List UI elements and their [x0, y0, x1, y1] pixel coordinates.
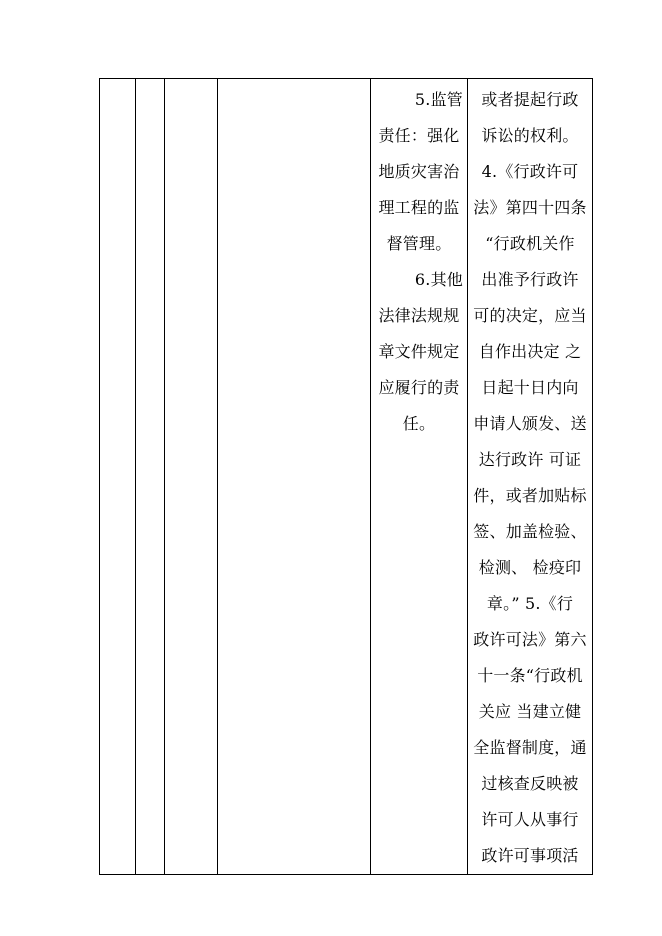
responsibility-line: 地质灾害治: [378, 162, 460, 181]
legal-basis-line: 法》第四十四条: [473, 198, 587, 217]
legal-basis-line: 4.《行政许可: [481, 162, 579, 181]
legal-basis-line: 自作出决定 之: [478, 342, 582, 361]
legal-basis-line: 关应 当建立健: [478, 702, 582, 721]
empty-cell-3: [165, 79, 218, 875]
responsibility-table: [99, 78, 593, 875]
legal-basis-line: 全监督制度，通: [473, 738, 587, 757]
legal-basis-line: 章。” 5.《行: [486, 594, 574, 613]
responsibility-line: 章文件规定: [378, 342, 460, 361]
legal-basis-line: 日起十日内向: [481, 378, 579, 397]
empty-cell-1: [100, 79, 136, 875]
legal-basis-line: 或者提起行政: [481, 90, 579, 109]
responsibility-line: 6.其他: [414, 270, 463, 289]
legal-basis-line: 出准予行政许: [481, 270, 579, 289]
legal-basis-line: 十一条“行政机: [477, 666, 583, 685]
empty-cell-4: [218, 79, 371, 875]
responsibility-line: 责任：强化: [378, 126, 460, 145]
legal-basis-line: “行政机关作: [485, 234, 575, 253]
legal-basis-line: 件，或者加贴标: [473, 486, 587, 505]
empty-cell-2: [136, 79, 165, 875]
legal-basis-line: 达行政许 可证: [478, 450, 582, 469]
responsibility-line: 法律法规规: [378, 306, 460, 325]
legal-basis-line: 检测、 检疫印: [478, 558, 582, 577]
legal-basis-line: 签、加盖检验、: [473, 522, 587, 541]
responsibility-line: 5.监管: [414, 90, 463, 109]
table-row: [100, 79, 593, 875]
legal-basis-line: 诉讼的权利。: [481, 126, 579, 145]
responsibility-cell: [371, 79, 468, 875]
legal-basis-line: 政许可法》第六: [473, 630, 587, 649]
responsibility-line: 理工程的监: [378, 198, 460, 217]
legal-basis-line: 许可人从事行: [481, 810, 579, 829]
responsibility-line: 应履行的责: [378, 378, 460, 397]
legal-basis-line: 政许可事项活: [481, 846, 579, 865]
legal-basis-cell: [468, 79, 593, 875]
legal-basis-line: 可的决定，应当: [473, 306, 587, 325]
legal-basis-line: 过核查反映被: [481, 774, 579, 793]
legal-basis-line: 申请人颁发、送: [473, 414, 587, 433]
responsibility-line: 督管理。: [386, 234, 452, 253]
responsibility-line: 任。: [402, 414, 436, 433]
